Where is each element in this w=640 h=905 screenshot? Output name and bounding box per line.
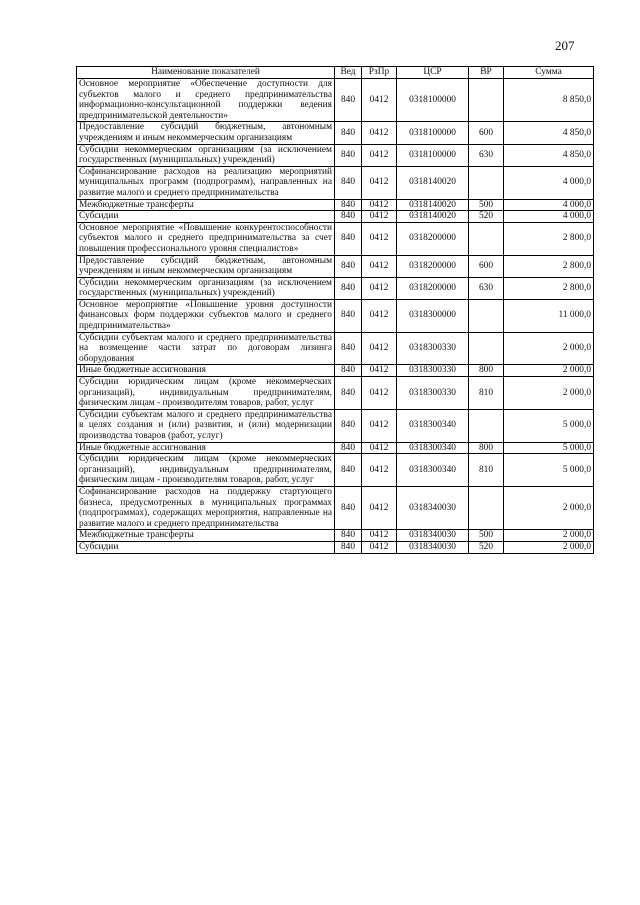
cell-ved: 840 [335, 144, 362, 166]
cell-sum: 5 000,0 [504, 409, 594, 442]
cell-name: Иные бюджетные ассигнования [77, 442, 335, 454]
table-row [77, 442, 594, 454]
table-header-row [77, 67, 594, 79]
table-row [77, 299, 594, 332]
cell-vr [469, 222, 504, 255]
table-row [77, 199, 594, 211]
cell-name: Субсидии юридическим лицам (кроме некоммерческих организаций), индивидуальным предпринимателям, физическим лицам - производителям товаров, работ, услуг [77, 454, 335, 487]
table-row [77, 122, 594, 144]
cell-vr: 810 [469, 377, 504, 410]
cell-ved: 840 [335, 442, 362, 454]
table-row [77, 79, 594, 122]
table-row [77, 222, 594, 255]
cell-sum: 4 000,0 [504, 211, 594, 223]
cell-vr [469, 486, 504, 529]
cell-vr: 630 [469, 277, 504, 299]
cell-csr: 0318140020 [397, 199, 469, 211]
cell-ved: 840 [335, 454, 362, 487]
table-row [77, 365, 594, 377]
cell-ved: 840 [335, 122, 362, 144]
cell-rzpr: 0412 [362, 222, 397, 255]
cell-csr: 0318200000 [397, 222, 469, 255]
cell-csr: 0318300330 [397, 365, 469, 377]
cell-csr: 0318300340 [397, 454, 469, 487]
cell-vr: 810 [469, 454, 504, 487]
table-row [77, 144, 594, 166]
table-row [77, 166, 594, 199]
cell-csr: 0318100000 [397, 144, 469, 166]
cell-rzpr: 0412 [362, 530, 397, 542]
table-row [77, 377, 594, 410]
cell-sum: 4 000,0 [504, 199, 594, 211]
cell-sum: 5 000,0 [504, 454, 594, 487]
cell-sum: 4 850,0 [504, 122, 594, 144]
cell-ved: 840 [335, 409, 362, 442]
cell-vr [469, 332, 504, 365]
table-row [77, 211, 594, 223]
table-row [77, 486, 594, 529]
cell-name: Софинансирование расходов на реализацию мероприятий муниципальных программ (подпрограмм), направленных на развитие малого и среднего предпринимательства [77, 166, 335, 199]
cell-rzpr: 0412 [362, 199, 397, 211]
cell-csr: 0318300330 [397, 377, 469, 410]
page-number: 207 [555, 38, 575, 53]
cell-name: Межбюджетные трансферты [77, 199, 335, 211]
cell-ved: 840 [335, 222, 362, 255]
cell-rzpr: 0412 [362, 365, 397, 377]
cell-vr: 800 [469, 442, 504, 454]
cell-sum: 2 000,0 [504, 365, 594, 377]
cell-sum: 5 000,0 [504, 442, 594, 454]
cell-name: Основное мероприятие «Повышение конкурентоспособности субъектов малого и среднего предпринимательства за счет повышения профессионального уровня специалистов» [77, 222, 335, 255]
cell-rzpr: 0412 [362, 122, 397, 144]
table-row [77, 255, 594, 277]
cell-ved: 840 [335, 211, 362, 223]
cell-csr: 0318100000 [397, 122, 469, 144]
cell-name: Субсидии некоммерческим организациям (за исключением государственных (муниципальных) учреждений) [77, 144, 335, 166]
cell-csr: 0318300340 [397, 409, 469, 442]
cell-csr: 0318300000 [397, 299, 469, 332]
cell-rzpr: 0412 [362, 166, 397, 199]
cell-sum: 4 850,0 [504, 144, 594, 166]
cell-sum: 2 800,0 [504, 222, 594, 255]
header-sum: Сумма [504, 67, 594, 79]
cell-vr: 500 [469, 530, 504, 542]
cell-ved: 840 [335, 365, 362, 377]
table-row [77, 409, 594, 442]
cell-csr: 0318300340 [397, 442, 469, 454]
cell-name: Иные бюджетные ассигнования [77, 365, 335, 377]
cell-ved: 840 [335, 530, 362, 542]
cell-name: Предоставление субсидий бюджетным, автономным учреждениям и иным некоммерческим организациям [77, 255, 335, 277]
cell-sum: 2 800,0 [504, 255, 594, 277]
cell-vr: 520 [469, 541, 504, 553]
cell-vr: 600 [469, 122, 504, 144]
table-row [77, 541, 594, 553]
cell-sum: 8 850,0 [504, 79, 594, 122]
header-csr: ЦСР [397, 67, 469, 79]
cell-vr [469, 166, 504, 199]
cell-rzpr: 0412 [362, 486, 397, 529]
cell-vr: 630 [469, 144, 504, 166]
cell-rzpr: 0412 [362, 144, 397, 166]
cell-ved: 840 [335, 299, 362, 332]
cell-rzpr: 0412 [362, 255, 397, 277]
cell-rzpr: 0412 [362, 409, 397, 442]
cell-sum: 2 000,0 [504, 530, 594, 542]
cell-ved: 840 [335, 332, 362, 365]
cell-vr: 520 [469, 211, 504, 223]
cell-ved: 840 [335, 199, 362, 211]
cell-name: Субсидии субъектам малого и среднего предпринимательства в целях создания и (или) развития, и (или) модернизации производства товаров (работ, услуг) [77, 409, 335, 442]
cell-vr: 500 [469, 199, 504, 211]
cell-rzpr: 0412 [362, 454, 397, 487]
cell-vr: 800 [469, 365, 504, 377]
cell-ved: 840 [335, 486, 362, 529]
cell-sum: 2 000,0 [504, 377, 594, 410]
table-row [77, 277, 594, 299]
cell-name: Субсидии [77, 541, 335, 553]
cell-name: Основное мероприятие «Повышение уровня доступности финансовых форм поддержки субъектов малого и среднего предпринимательства» [77, 299, 335, 332]
table-row [77, 332, 594, 365]
cell-sum: 2 000,0 [504, 332, 594, 365]
cell-name: Предоставление субсидий бюджетным, автономным учреждениям и иным некоммерческим организациям [77, 122, 335, 144]
cell-vr [469, 409, 504, 442]
cell-ved: 840 [335, 277, 362, 299]
header-name: Наименование показателей [77, 67, 335, 79]
cell-csr: 0318340030 [397, 530, 469, 542]
cell-rzpr: 0412 [362, 377, 397, 410]
cell-csr: 0318140020 [397, 166, 469, 199]
cell-csr: 0318140020 [397, 211, 469, 223]
cell-name: Субсидии некоммерческим организациям (за исключением государственных (муниципальных) учреждений) [77, 277, 335, 299]
cell-ved: 840 [335, 79, 362, 122]
cell-sum: 2 000,0 [504, 486, 594, 529]
header-ved: Вед [335, 67, 362, 79]
cell-csr: 0318340030 [397, 486, 469, 529]
table-row [77, 454, 594, 487]
cell-rzpr: 0412 [362, 332, 397, 365]
cell-vr [469, 79, 504, 122]
cell-name: Софинансирование расходов на поддержку стартующего бизнеса, предусмотренных в муниципальных программах (подпрограммах), содержащих мероприятия, направленные на развитие малого и среднего предпринимательства [77, 486, 335, 529]
cell-name: Основное мероприятие «Обеспечение доступности для субъектов малого и среднего предпринимательства информационно-консультационной поддержки ведения предпринимательской деятельности» [77, 79, 335, 122]
cell-rzpr: 0412 [362, 211, 397, 223]
cell-csr: 0318300330 [397, 332, 469, 365]
cell-rzpr: 0412 [362, 541, 397, 553]
cell-ved: 840 [335, 541, 362, 553]
cell-csr: 0318340030 [397, 541, 469, 553]
cell-name: Субсидии [77, 211, 335, 223]
cell-csr: 0318200000 [397, 277, 469, 299]
cell-csr: 0318200000 [397, 255, 469, 277]
header-vr: ВР [469, 67, 504, 79]
cell-rzpr: 0412 [362, 299, 397, 332]
cell-ved: 840 [335, 166, 362, 199]
cell-vr: 600 [469, 255, 504, 277]
cell-sum: 11 000,0 [504, 299, 594, 332]
cell-sum: 2 800,0 [504, 277, 594, 299]
cell-vr [469, 299, 504, 332]
cell-sum: 2 000,0 [504, 541, 594, 553]
cell-name: Субсидии субъектам малого и среднего предпринимательства на возмещение части затрат по договорам лизинга оборудования [77, 332, 335, 365]
cell-name: Субсидии юридическим лицам (кроме некоммерческих организаций), индивидуальным предпринимателям, физическим лицам - производителям товаров, работ, услуг [77, 377, 335, 410]
table-row [77, 530, 594, 542]
cell-csr: 0318100000 [397, 79, 469, 122]
cell-name: Межбюджетные трансферты [77, 530, 335, 542]
budget-table [76, 66, 594, 554]
cell-rzpr: 0412 [362, 277, 397, 299]
cell-sum: 4 000,0 [504, 166, 594, 199]
cell-ved: 840 [335, 377, 362, 410]
cell-rzpr: 0412 [362, 79, 397, 122]
header-rzpr: РзПр [362, 67, 397, 79]
cell-rzpr: 0412 [362, 442, 397, 454]
cell-ved: 840 [335, 255, 362, 277]
